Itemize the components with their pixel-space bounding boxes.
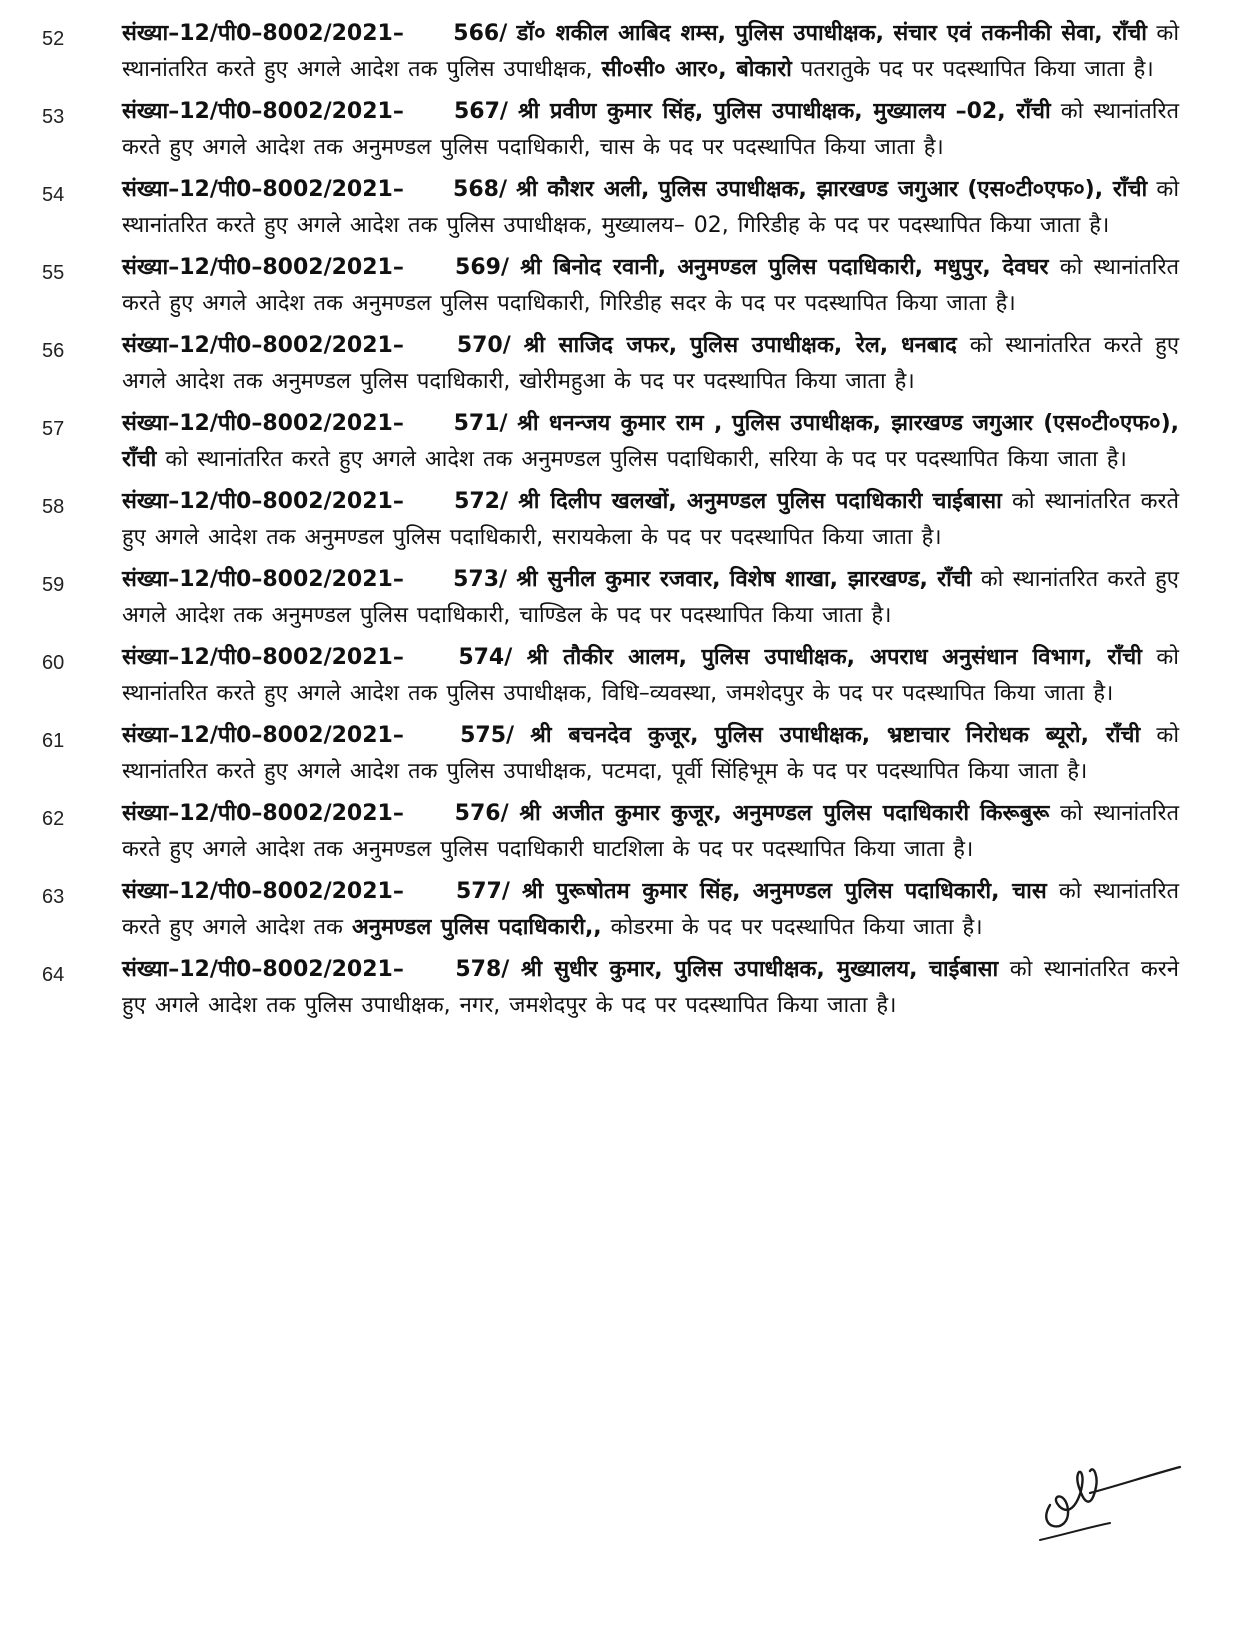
designation: पुलिस उपाधीक्षक, मुख्यालय, [674, 957, 918, 982]
order-number: 566/ [453, 21, 508, 46]
order-entry [42, 796, 1179, 868]
entry-list [42, 16, 1179, 1024]
closing-clause: जमशेदपुर के पद पर पदस्थापित किया जाता है। [726, 681, 1114, 706]
officer-name: श्री बचनदेव कुजूर, [530, 723, 699, 748]
signature-mark [1030, 1435, 1190, 1545]
closing-clause: गिरिडीह के पद पर पदस्थापित किया जाता है। [737, 213, 1110, 238]
entry-number: 64 [42, 964, 65, 986]
entry-text [122, 484, 1179, 556]
entry-number: 55 [42, 262, 65, 284]
entry-text [122, 16, 1179, 88]
posted-to: सी०सी० आर०, बोकारो [601, 57, 792, 82]
closing-clause: सदर के पद पर पदस्थापित किया जाता है। [670, 291, 1016, 316]
transfer-clause: को स्थानांतरित करते हुए अगले आदेश तक अनुमण्डल पुलिस [165, 447, 658, 472]
posted-from: संचार एवं तकनीकी सेवा, राँची [893, 21, 1148, 46]
entry-text [122, 250, 1179, 322]
officer-name: श्री साजिद जफर, [523, 333, 678, 358]
designation: विशेष शाखा, झारखण्ड, [729, 567, 928, 592]
transfer-clause: को स्थानांतरित करते हुए अगले आदेश तक पुलिस उपाधीक्षक, मुख्यालय– 02, [122, 177, 1180, 238]
designation: पुलिस उपाधीक्षक, झारखण्ड [732, 411, 963, 436]
reference-number: संख्या–12/पी0–8002/2021– [122, 957, 404, 982]
posted-from: मधुपुर, देवघर [934, 255, 1049, 280]
entry-text [122, 718, 1179, 790]
closing-clause: पर पदस्थापित किया जाता है। [700, 525, 942, 550]
transfer-clause: को स्थानांतरित करते हुए अगले आदेश तक अनुमण्डल पुलिस पदाधिकारी, चास के पद [122, 99, 1180, 160]
closing-clause: पर पदस्थापित किया जाता है। [702, 135, 944, 160]
order-number: 577/ [455, 879, 510, 904]
entry-number: 63 [42, 886, 65, 908]
reference-number: संख्या–12/पी0–8002/2021– [122, 177, 404, 202]
officer-name: श्री तौकीर आलम, [526, 645, 687, 670]
entry-text [122, 172, 1179, 244]
entry-text [122, 796, 1179, 868]
officer-name: श्री अजीत कुमार कुजूर, [519, 801, 722, 826]
reference-number: संख्या–12/पी0–8002/2021– [122, 411, 404, 436]
closing-clause: पदस्थापित किया जाता है। [680, 603, 892, 628]
order-number: 568/ [453, 177, 507, 202]
officer-name: श्री पुरूषोतम कुमार सिंह, [521, 879, 741, 904]
order-entry [42, 484, 1179, 556]
transfer-clause: को स्थानांतरित करते हुए अगले आदेश तक पुलिस उपाधीक्षक, पटमदा, पूर्वी [122, 723, 1180, 784]
posted-from: धनबाद [901, 333, 957, 358]
order-number: 571/ [453, 411, 508, 436]
entry-text [122, 874, 1179, 946]
order-entry [42, 718, 1179, 790]
reference-number: संख्या–12/पी0–8002/2021– [122, 645, 404, 670]
closing-clause: पदस्थापित किया जाता है। [703, 369, 915, 394]
order-number: 569/ [455, 255, 509, 280]
order-number: 578/ [455, 957, 510, 982]
reference-number: संख्या–12/पी0–8002/2021– [122, 255, 404, 280]
order-entry [42, 952, 1179, 1024]
entry-number: 52 [42, 28, 65, 50]
posted-from: चाईबासा [928, 957, 999, 982]
closing-clause: कोडरमा के पद पर पदस्थापित किया जाता है। [610, 915, 983, 940]
officer-name: श्री सुनील कुमार रजवार, [516, 567, 721, 592]
entry-number: 61 [42, 730, 65, 752]
order-number: 575/ [460, 723, 515, 748]
reference-number: संख्या–12/पी0–8002/2021– [122, 489, 404, 514]
reference-number: संख्या–12/पी0–8002/2021– [122, 879, 404, 904]
officer-name: श्री दिलीप खलखों, [518, 489, 677, 514]
reference-number: संख्या–12/पी0–8002/2021– [122, 21, 404, 46]
order-entry [42, 250, 1179, 322]
entry-number: 59 [42, 574, 65, 596]
posted-from: जगुआर (एस०टी०एफ०), राँची [122, 411, 1179, 472]
closing-clause: सिंहिभूम के पद पर पदस्थापित किया जाता है। [711, 759, 1088, 784]
reference-number: संख्या–12/पी0–8002/2021– [122, 333, 404, 358]
order-number: 574/ [458, 645, 513, 670]
officer-name: श्री धनन्जय कुमार राम , [517, 411, 723, 436]
closing-clause: पदाधिकारी, सरिया के पद पर पदस्थापित किया जाता है। [666, 447, 1127, 472]
order-number: 572/ [454, 489, 509, 514]
transfer-clause: को स्थानांतरित करते हुए अगले आदेश तक अनुमण्डल पुलिस पदाधिकारी, गिरिडीह [122, 255, 1180, 316]
transfer-clause: को स्थानांतरित करते हुए अगले आदेश तक अनुमण्डल पुलिस पदाधिकारी, सरायकेला के पद [122, 489, 1180, 550]
designation: अनुमण्डल पुलिस पदाधिकारी [732, 801, 970, 826]
entry-text [122, 562, 1179, 634]
officer-name: श्री प्रवीण कुमार सिंह, [518, 99, 704, 124]
officer-name: श्री सुधीर कुमार, [520, 957, 663, 982]
posted-from: अनुसंधान विभाग, राँची [942, 645, 1142, 670]
posted-from: राँची [937, 567, 972, 592]
order-number: 567/ [453, 99, 508, 124]
transfer-clause: को स्थानांतरित करते हुए अगले आदेश तक [122, 879, 1180, 940]
entry-number: 57 [42, 418, 65, 440]
posted-from: पदाधिकारी, चास [904, 879, 1047, 904]
reference-number: संख्या–12/पी0–8002/2021– [122, 801, 404, 826]
transfer-clause: को स्थानांतरित करते हुए अगले आदेश तक अनुमण्डल पुलिस पदाधिकारी, खोरीमहुआ के पद पर [122, 333, 1179, 394]
officer-name: श्री बिनोद रवानी, [520, 255, 667, 280]
order-entry [42, 16, 1179, 88]
posted-from: निरोधक ब्यूरो, राँची [965, 723, 1141, 748]
order-entry [42, 562, 1179, 634]
entry-number: 60 [42, 652, 65, 674]
order-entry [42, 406, 1179, 478]
posted-from: किरूबुरू [979, 801, 1050, 826]
order-entry [42, 94, 1179, 166]
order-number: 570/ [456, 333, 511, 358]
designation: पुलिस उपाधीक्षक, मुख्यालय [713, 99, 946, 124]
designation: पुलिस उपाधीक्षक, अपराध [701, 645, 928, 670]
transfer-clause: को स्थानांतरित करते हुए अगले आदेश तक अनुमण्डल पुलिस पदाधिकारी घाटशिला के पद पर [122, 801, 1180, 862]
transfer-clause: को स्थानांतरित करते हुए अगले आदेश तक पुलिस उपाधीक्षक, [122, 21, 1180, 82]
entry-text [122, 406, 1179, 478]
entry-text [122, 952, 1179, 1024]
designation: पुलिस उपाधीक्षक, झारखण्ड जगुआर [658, 177, 959, 202]
transfer-clause: को स्थानांतरित करते हुए अगले आदेश तक पुलिस उपाधीक्षक, विधि–व्यवस्था, [122, 645, 1179, 706]
officer-name: डॉ० शकील आबिद शम्स, [516, 21, 726, 46]
posted-from: –02, राँची [955, 99, 1051, 124]
entry-number: 56 [42, 340, 65, 362]
designation: अनुमण्डल पुलिस पदाधिकारी, [677, 255, 924, 280]
order-number: 576/ [454, 801, 509, 826]
designation: अनुमण्डल पुलिस पदाधिकारी [686, 489, 923, 514]
entry-number: 62 [42, 808, 65, 830]
reference-number: संख्या–12/पी0–8002/2021– [122, 723, 404, 748]
entry-number: 58 [42, 496, 65, 518]
order-number: 573/ [453, 567, 508, 592]
officer-name: श्री कौशर अली, [516, 177, 650, 202]
entry-text [122, 94, 1179, 166]
reference-number: संख्या–12/पी0–8002/2021– [122, 99, 404, 124]
order-entry [42, 172, 1179, 244]
posted-to: अनुमण्डल पुलिस पदाधिकारी,, [351, 915, 602, 940]
entry-number: 53 [42, 106, 65, 128]
closing-clause: पतरातुके पद पर पदस्थापित किया जाता है। [800, 57, 1154, 82]
order-entry [42, 874, 1179, 946]
closing-clause: पदस्थापित किया जाता है। [685, 993, 897, 1018]
transfer-clause: को स्थानांतरित करते हुए अगले आदेश तक अनुमण्डल पुलिस पदाधिकारी, चाण्डिल के पद पर [122, 567, 1179, 628]
posted-from: चाईबासा [932, 489, 1002, 514]
transfer-clause: को स्थानांतरित करने हुए अगले आदेश तक पुलिस उपाधीक्षक, नगर, जमशेदपुर के पद पर [122, 957, 1180, 1018]
entry-text [122, 328, 1179, 400]
entry-text [122, 640, 1179, 712]
designation: पुलिस उपाधीक्षक, भ्रष्टाचार [714, 723, 950, 748]
entry-number: 54 [42, 184, 65, 206]
reference-number: संख्या–12/पी0–8002/2021– [122, 567, 404, 592]
order-entry [42, 640, 1179, 712]
closing-clause: पदस्थापित किया जाता है। [762, 837, 974, 862]
posted-from: (एस०टी०एफ०), राँची [967, 177, 1148, 202]
designation: पुलिस उपाधीक्षक, [735, 21, 884, 46]
designation: पुलिस उपाधीक्षक, रेल, [690, 333, 889, 358]
designation: अनुमण्डल पुलिस [752, 879, 893, 904]
order-entry [42, 328, 1179, 400]
